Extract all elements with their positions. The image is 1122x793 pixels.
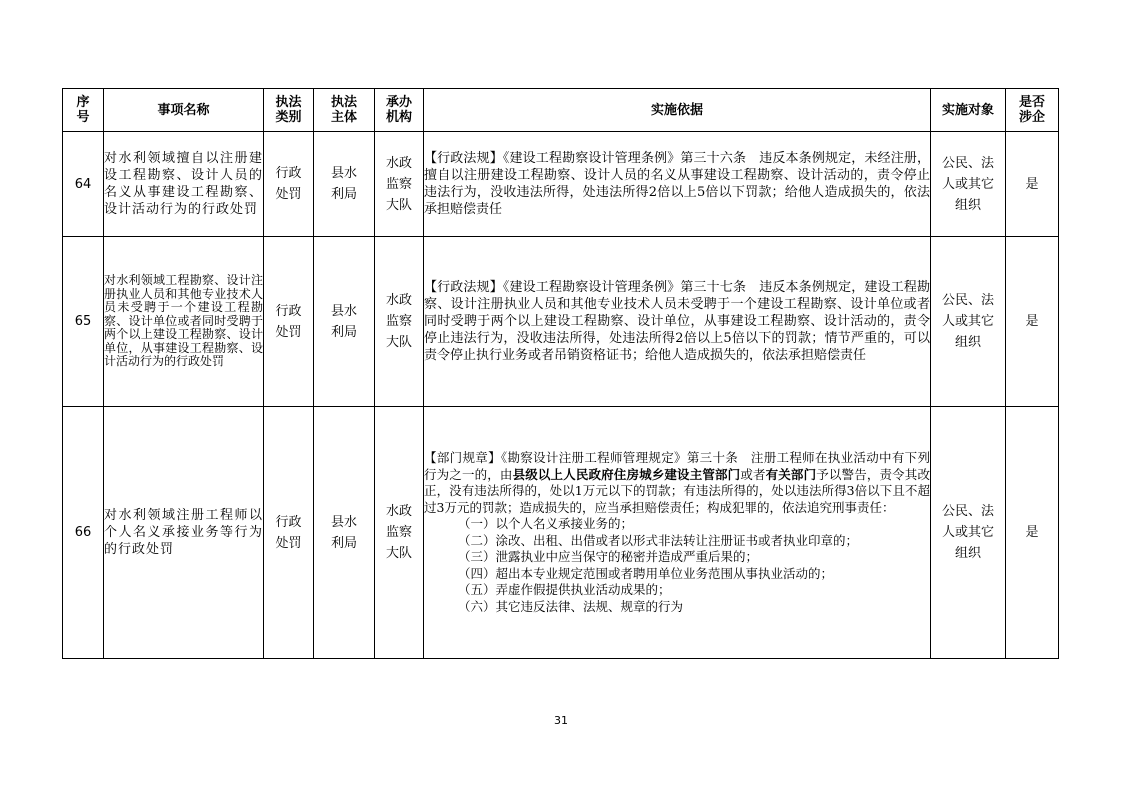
basis-text: 予以警告，责令其改正，没有违法所得的，处以1万元以下的罚款；有违法所得的，处以违法所得3倍以下且不超过3万元的罚款；造成损失的，应当承担赔偿责任；构成犯罪的，依法追究刑事责任： bbox=[424, 466, 930, 515]
row-enterprise: 是 bbox=[1006, 237, 1059, 407]
header-type: 执法类别 bbox=[264, 89, 314, 132]
row-seq: 65 bbox=[63, 237, 104, 407]
row-subject: 县水利局 bbox=[314, 132, 375, 237]
row-seq: 66 bbox=[63, 407, 104, 659]
basis-item: （一）以个人名义承接业务的； bbox=[458, 516, 634, 531]
row-basis: 【行政法规】《建设工程勘察设计管理条例》第三十六条 违反本条例规定，未经注册，擅自以注册建设工程勘察、设计人员的名义从事建设工程勘察、设计活动的，责令停止违法行为，没收违法所得，处违法所得2倍以上5倍以下罚款；给他人造成损失的，依法承担赔偿责任 bbox=[424, 132, 931, 237]
header-target: 实施对象 bbox=[931, 89, 1006, 132]
row-type: 行政处罚 bbox=[264, 407, 314, 659]
table-row bbox=[63, 237, 1059, 407]
table-row bbox=[63, 407, 1059, 659]
row-target: 公民、法人或其它组织 bbox=[931, 407, 1006, 659]
header-name: 事项名称 bbox=[104, 89, 264, 132]
row-subject: 县水利局 bbox=[314, 407, 375, 659]
row-target: 公民、法人或其它组织 bbox=[931, 237, 1006, 407]
header-unit: 承办机构 bbox=[375, 89, 424, 132]
row-item-name: 对水利领域工程勘察、设计注册执业人员和其他专业技术人员未受聘于一个建设工程勘察、设计单位或者同时受聘于两个以上建设工程勘察、设计单位，从事建设工程勘察、设计活动行为的行政处罚 bbox=[104, 237, 264, 407]
basis-text: 或者 bbox=[740, 466, 766, 482]
header-enterprise: 是否涉企 bbox=[1006, 89, 1059, 132]
basis-item: （三）泄露执业中应当保守的秘密并造成严重后果的； bbox=[458, 549, 759, 564]
basis-item: （五）弄虚作假提供执业活动成果的； bbox=[458, 582, 671, 597]
header-seq: 序号 bbox=[63, 89, 104, 132]
enforcement-items-table bbox=[62, 88, 1059, 659]
row-type: 行政处罚 bbox=[264, 132, 314, 237]
basis-item: （四）超出本专业规定范围或者聘用单位业务范围从事执业活动的； bbox=[458, 565, 834, 581]
header-subject: 执法主体 bbox=[314, 89, 375, 132]
row-type: 行政处罚 bbox=[264, 237, 314, 407]
table-row bbox=[63, 132, 1059, 237]
row-subject: 县水利局 bbox=[314, 237, 375, 407]
row-unit: 水政监察大队 bbox=[375, 407, 424, 659]
basis-bold-department: 有关部门 bbox=[765, 466, 817, 482]
table-header-row bbox=[63, 89, 1059, 132]
basis-bold-authority: 县级以上人民政府住房城乡建设主管部门 bbox=[512, 466, 741, 482]
page-number: 31 bbox=[554, 714, 568, 727]
row-target: 公民、法人或其它组织 bbox=[931, 132, 1006, 237]
row-enterprise: 是 bbox=[1006, 132, 1059, 237]
row-enterprise: 是 bbox=[1006, 407, 1059, 659]
row-basis: 【行政法规】《建设工程勘察设计管理条例》第三十七条 违反本条例规定，建设工程勘察、设计注册执业人员和其他专业技术人员未受聘于一个建设工程勘察、设计单位或者同时受聘于两个以上建设工程勘察、设计单位，从事建设工程勘察、设计活动的，责令停止违法行为，没收违法所得，处违法所得2倍以上5倍以下的罚款；情节严重的，可以责令停止执行业务或者吊销资格证书；给他人造成损失的，依法承担赔偿责任 bbox=[424, 237, 931, 407]
row-seq: 64 bbox=[63, 132, 104, 237]
row-unit: 水政监察大队 bbox=[375, 237, 424, 407]
basis-text: 【部门规章】《勘察设计注册工程师管理规定》第三十条 注册工程师在执业活动中有下列行为之一的，由 bbox=[424, 450, 930, 482]
row-unit: 水政监察大队 bbox=[375, 132, 424, 237]
row-item-name: 对水利领域擅自以注册建设工程勘察、设计人员的名义从事建设工程勘察、设计活动行为的行政处罚 bbox=[104, 132, 264, 237]
basis-item: （六）其它违反法律、法规、规章的行为 bbox=[458, 598, 684, 614]
header-basis: 实施依据 bbox=[424, 89, 931, 132]
basis-item: （二）涂改、出租、出借或者以形式非法转让注册证书或者执业印章的； bbox=[458, 532, 859, 548]
row-item-name: 对水利领域注册工程师以个人名义承接业务等行为的行政处罚 bbox=[104, 407, 264, 659]
row-basis bbox=[424, 407, 931, 659]
